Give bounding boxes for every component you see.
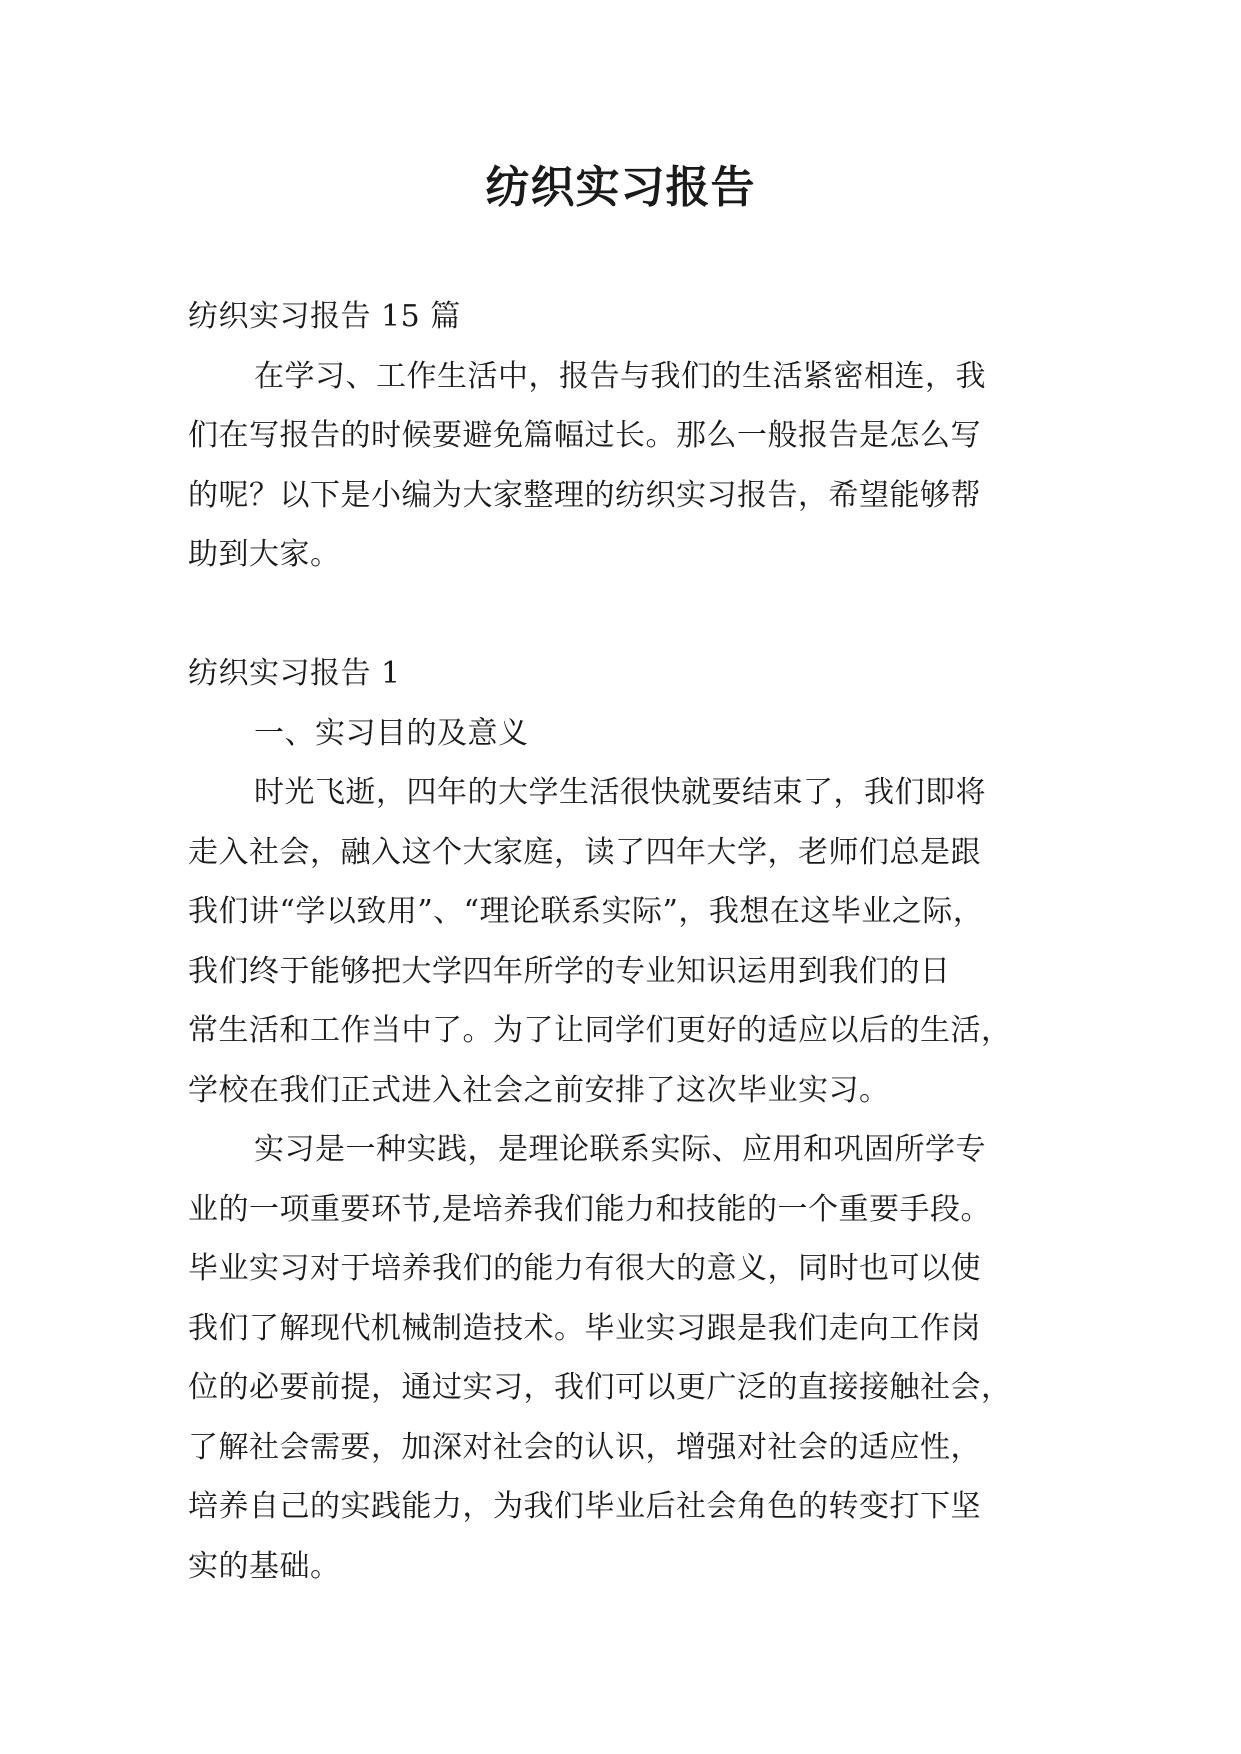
paragraph-line: 实的基础。 [188,1548,341,1584]
document-body [188,287,1066,1596]
paragraph-spacer [188,585,1066,645]
paragraph-line: 了解社会需要，加深对社会的认识，增强对社会的适应性， [188,1429,981,1465]
intro-line: 助到大家。 [188,537,341,572]
paragraph-line: 走入社会，融入这个大家庭，读了四年大学，老师们总是跟 [188,834,981,870]
paragraph-line: 我们了解现代机械制造技术。毕业实习跟是我们走向工作岗 [188,1310,981,1346]
paragraph-line: 常生活和工作当中了。为了让同学们更好的适应以后的生活， [188,1013,1012,1048]
document-title: 纺织实习报告 [485,162,756,213]
intro-line: 在学习、工作生活中，报告与我们的生活紧密相连，我 [254,358,986,394]
intro-line: 们在写报告的时候要避免篇幅过长。那么一般报告是怎么写 [188,418,981,453]
paragraph-line: 毕业实习对于培养我们的能力有很大的意义，同时也可以使 [188,1251,981,1286]
paragraph-line: 培养自己的实践能力，为我们毕业后社会角色的转变打下坚 [188,1489,981,1524]
section-heading: 纺织实习报告 1 [188,656,401,691]
paragraph-line: 位的必要前提，通过实习，我们可以更广泛的直接接触社会， [188,1370,1012,1405]
paragraph-line: 时光飞逝，四年的大学生活很快就要结束了，我们即将 [254,775,986,810]
paragraph-line: 我们终于能够把大学四年所学的专业知识运用到我们的日 [188,953,951,989]
paragraph-line: 实习是一种实践，是理论联系实际、应用和巩固所学专 [254,1132,986,1167]
paragraph-line: 我们讲“学以致用”、“理论联系实际”，我想在这毕业之际， [188,894,984,929]
intro-line: 的呢？以下是小编为大家整理的纺织实习报告，希望能够帮 [188,477,981,513]
paragraph-line: 学校在我们正式进入社会之前安排了这次毕业实习。 [188,1072,890,1108]
subtitle: 纺织实习报告 15 篇 [188,299,461,334]
paragraph-line: 业的一项重要环节,是培养我们能力和技能的一个重要手段。 [188,1191,992,1227]
section-subheading: 一、实习目的及意义 [254,715,529,751]
